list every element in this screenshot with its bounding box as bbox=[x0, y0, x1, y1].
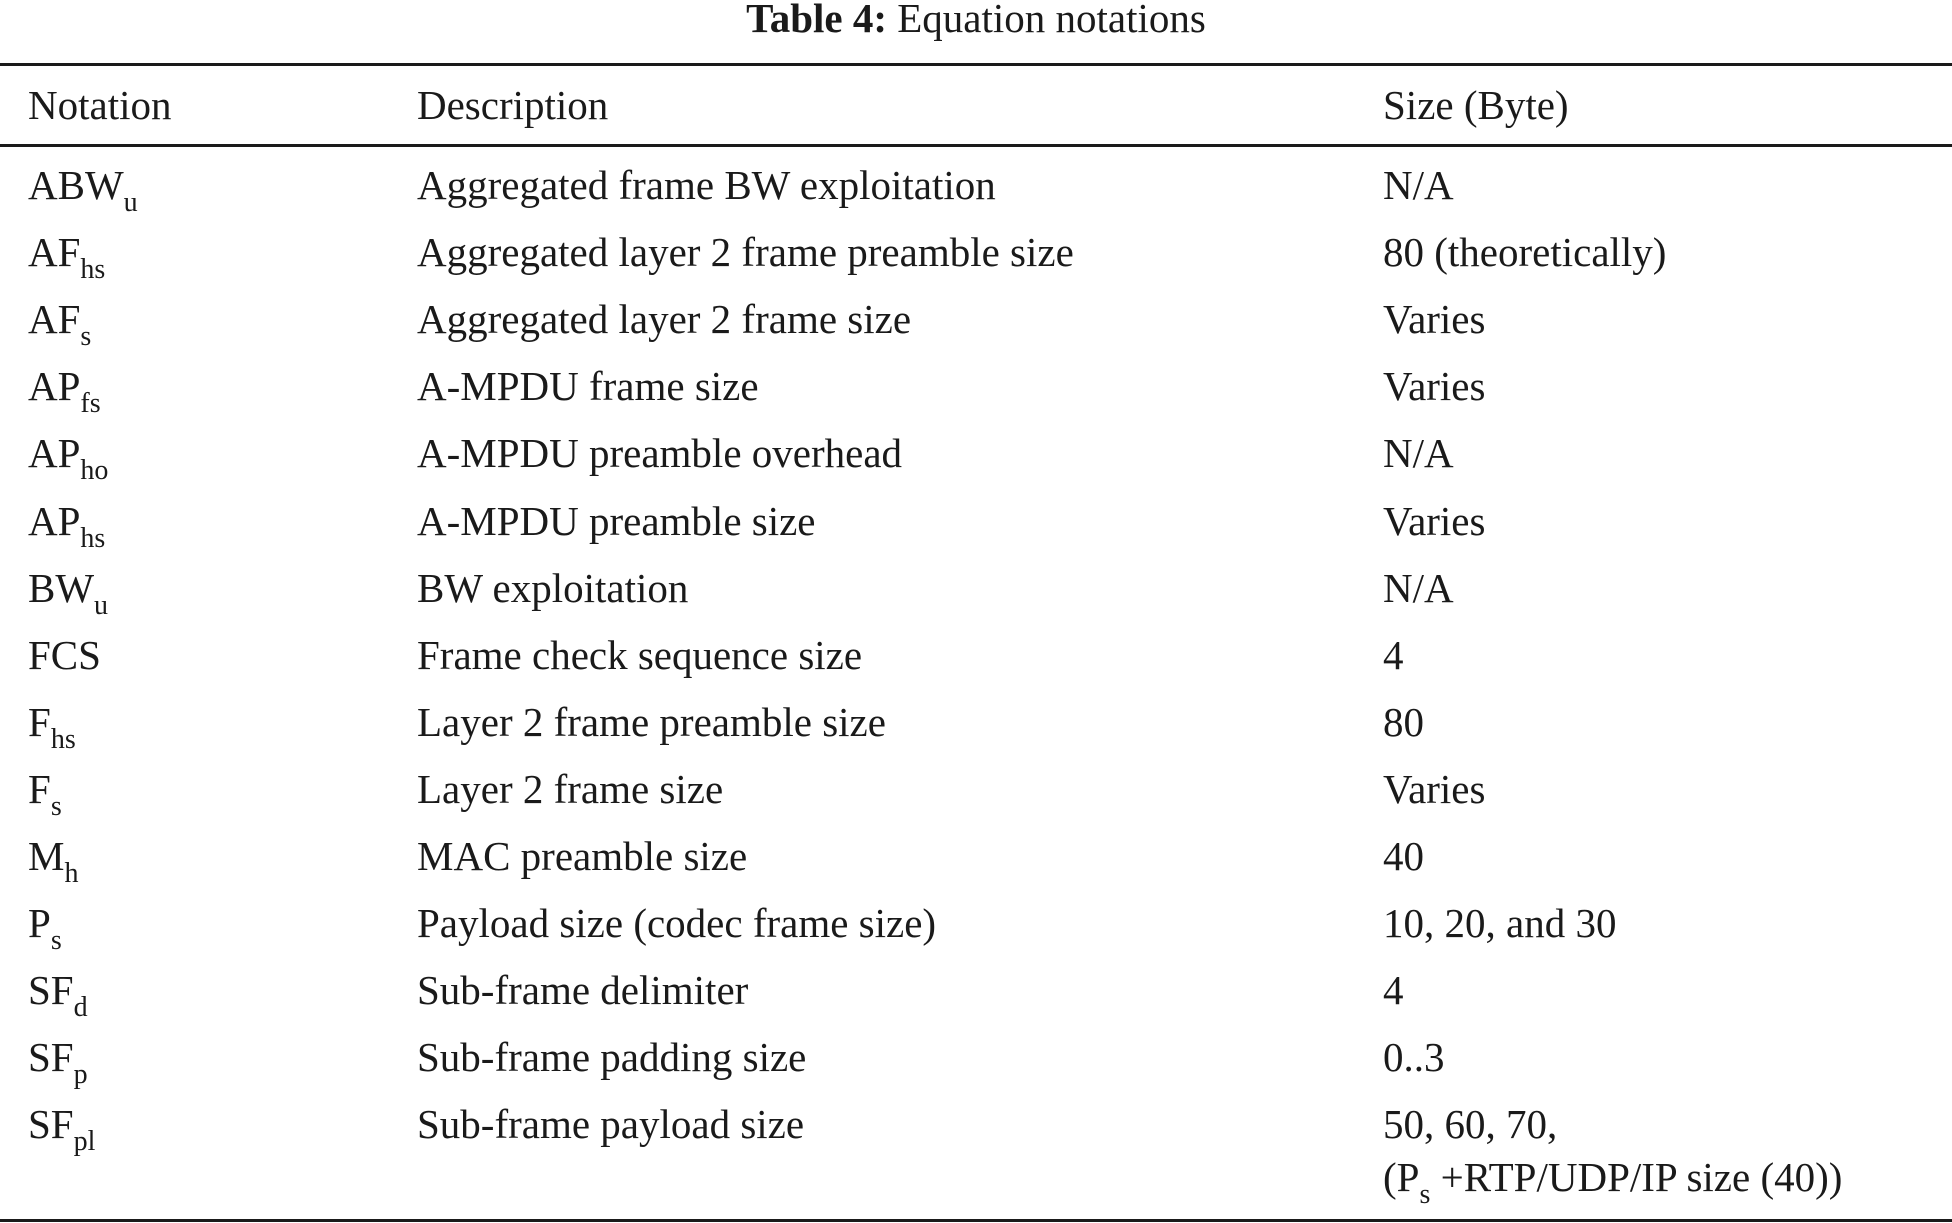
table-row bbox=[0, 1033, 1952, 1100]
size-value: N/A bbox=[1383, 430, 1454, 476]
table-header-row bbox=[0, 81, 1952, 148]
description-cell: Aggregated layer 2 frame preamble size bbox=[417, 229, 1074, 275]
description-cell: Sub-frame padding size bbox=[417, 1034, 807, 1080]
notation-cell bbox=[28, 832, 79, 889]
notation-subscript: hs bbox=[80, 254, 106, 285]
description-cell: Payload size (codec frame size) bbox=[417, 900, 937, 946]
table-row bbox=[0, 966, 1952, 1033]
table-bottom-rule bbox=[0, 1219, 1952, 1222]
notation-subscript: s bbox=[50, 791, 62, 822]
size-value: 4 bbox=[1383, 967, 1404, 1013]
notation-cell bbox=[28, 1100, 96, 1157]
size-continuation-rest: +RTP/UDP/IP size (40)) bbox=[1430, 1154, 1843, 1200]
notation-symbol: AF bbox=[28, 229, 81, 275]
table-row bbox=[0, 698, 1952, 765]
header-size: Size (Byte) bbox=[1383, 82, 1569, 128]
table-row bbox=[0, 161, 1952, 228]
description-cell: BW exploitation bbox=[417, 565, 689, 611]
description-cell: A-MPDU preamble overhead bbox=[417, 430, 903, 476]
notation-cell bbox=[28, 161, 138, 218]
table-row bbox=[0, 1100, 1952, 1210]
size-value: Varies bbox=[1383, 296, 1486, 342]
table-top-rule bbox=[0, 63, 1952, 66]
table-row bbox=[0, 295, 1952, 362]
table-header-rule bbox=[0, 144, 1952, 147]
table-row bbox=[0, 362, 1952, 429]
notation-subscript: u bbox=[94, 590, 109, 621]
table-row bbox=[0, 497, 1952, 564]
description-cell: Layer 2 frame preamble size bbox=[417, 699, 886, 745]
table-row bbox=[0, 429, 1952, 496]
notation-symbol: AP bbox=[28, 498, 81, 544]
size-cell bbox=[1383, 698, 1424, 746]
size-cell bbox=[1383, 765, 1485, 813]
notation-cell bbox=[28, 631, 101, 685]
size-cell bbox=[1383, 161, 1454, 209]
size-cell bbox=[1383, 564, 1454, 612]
notation-subscript: d bbox=[73, 992, 88, 1023]
notation-symbol: ABW bbox=[28, 162, 124, 208]
notation-cell bbox=[28, 228, 106, 285]
notation-subscript: u bbox=[123, 187, 138, 218]
size-value: 4 bbox=[1383, 632, 1404, 678]
size-cell bbox=[1383, 228, 1666, 276]
size-continuation-open: (P bbox=[1383, 1154, 1420, 1200]
notation-symbol: AP bbox=[28, 363, 81, 409]
size-value: Varies bbox=[1383, 498, 1486, 544]
notation-subscript: hs bbox=[50, 724, 76, 755]
size-cell bbox=[1383, 1033, 1445, 1081]
table-caption bbox=[0, 0, 1952, 41]
notation-cell bbox=[28, 497, 106, 554]
notation-symbol: F bbox=[28, 699, 51, 745]
notation-symbol: F bbox=[28, 766, 51, 812]
size-value: Varies bbox=[1383, 363, 1486, 409]
size-cell bbox=[1383, 295, 1485, 343]
notation-symbol: AP bbox=[28, 430, 81, 476]
notation-symbol: AF bbox=[28, 296, 81, 342]
notation-cell bbox=[28, 899, 62, 956]
size-cell bbox=[1383, 966, 1404, 1014]
size-continuation-subscript: s bbox=[1419, 1179, 1431, 1210]
description-cell: A-MPDU frame size bbox=[417, 363, 759, 409]
notation-subscript: s bbox=[50, 925, 62, 956]
table-row bbox=[0, 899, 1952, 966]
notation-subscript: p bbox=[73, 1059, 88, 1090]
table-row bbox=[0, 631, 1952, 698]
notation-symbol: P bbox=[28, 900, 51, 946]
size-cell bbox=[1383, 631, 1404, 679]
size-value: 80 bbox=[1383, 699, 1424, 745]
notation-cell bbox=[28, 1033, 88, 1090]
size-value: N/A bbox=[1383, 162, 1454, 208]
notation-symbol: FCS bbox=[28, 632, 101, 678]
size-cell bbox=[1383, 832, 1424, 880]
notation-cell bbox=[28, 429, 109, 486]
notation-symbol: M bbox=[28, 833, 65, 879]
description-cell: Aggregated frame BW exploitation bbox=[417, 162, 996, 208]
notation-cell bbox=[28, 362, 101, 419]
size-cell bbox=[1383, 429, 1454, 477]
table-row bbox=[0, 832, 1952, 899]
notation-symbol: SF bbox=[28, 1034, 74, 1080]
notation-cell bbox=[28, 765, 62, 822]
table-row bbox=[0, 564, 1952, 631]
table-label: Table 4: bbox=[746, 0, 888, 41]
notation-subscript: h bbox=[64, 858, 79, 889]
description-cell: Frame check sequence size bbox=[417, 632, 863, 678]
notation-cell bbox=[28, 698, 76, 755]
description-cell: Sub-frame payload size bbox=[417, 1101, 805, 1147]
description-cell: A-MPDU preamble size bbox=[417, 498, 816, 544]
size-value: 50, 60, 70, bbox=[1383, 1101, 1558, 1147]
size-cell bbox=[1383, 1100, 1843, 1210]
size-value: 10, 20, and 30 bbox=[1383, 900, 1617, 946]
notation-cell bbox=[28, 564, 109, 621]
notation-subscript: fs bbox=[80, 388, 101, 419]
header-description: Description bbox=[417, 82, 609, 128]
description-cell: MAC preamble size bbox=[417, 833, 748, 879]
notation-subscript: hs bbox=[80, 523, 106, 554]
size-value: 80 (theoretically) bbox=[1383, 229, 1667, 275]
size-value: 40 bbox=[1383, 833, 1424, 879]
size-cell bbox=[1383, 497, 1485, 545]
notation-subscript: s bbox=[80, 321, 92, 352]
notation-subscript: pl bbox=[73, 1126, 96, 1157]
notation-cell bbox=[28, 966, 88, 1023]
notation-symbol: SF bbox=[28, 1101, 74, 1147]
size-cell bbox=[1383, 899, 1616, 947]
notation-subscript: ho bbox=[80, 455, 109, 486]
size-value-continuation bbox=[1383, 1153, 1843, 1210]
notation-symbol: BW bbox=[28, 565, 95, 611]
notation-symbol: SF bbox=[28, 967, 74, 1013]
table-title: Equation notations bbox=[897, 0, 1206, 41]
table-row bbox=[0, 765, 1952, 832]
notation-cell bbox=[28, 295, 92, 352]
size-value: Varies bbox=[1383, 766, 1486, 812]
description-cell: Layer 2 frame size bbox=[417, 766, 724, 812]
size-cell bbox=[1383, 362, 1485, 410]
size-value: N/A bbox=[1383, 565, 1454, 611]
header-notation: Notation bbox=[28, 82, 172, 128]
description-cell: Aggregated layer 2 frame size bbox=[417, 296, 912, 342]
table-row bbox=[0, 228, 1952, 295]
description-cell: Sub-frame delimiter bbox=[417, 967, 749, 1013]
size-value: 0..3 bbox=[1383, 1034, 1445, 1080]
